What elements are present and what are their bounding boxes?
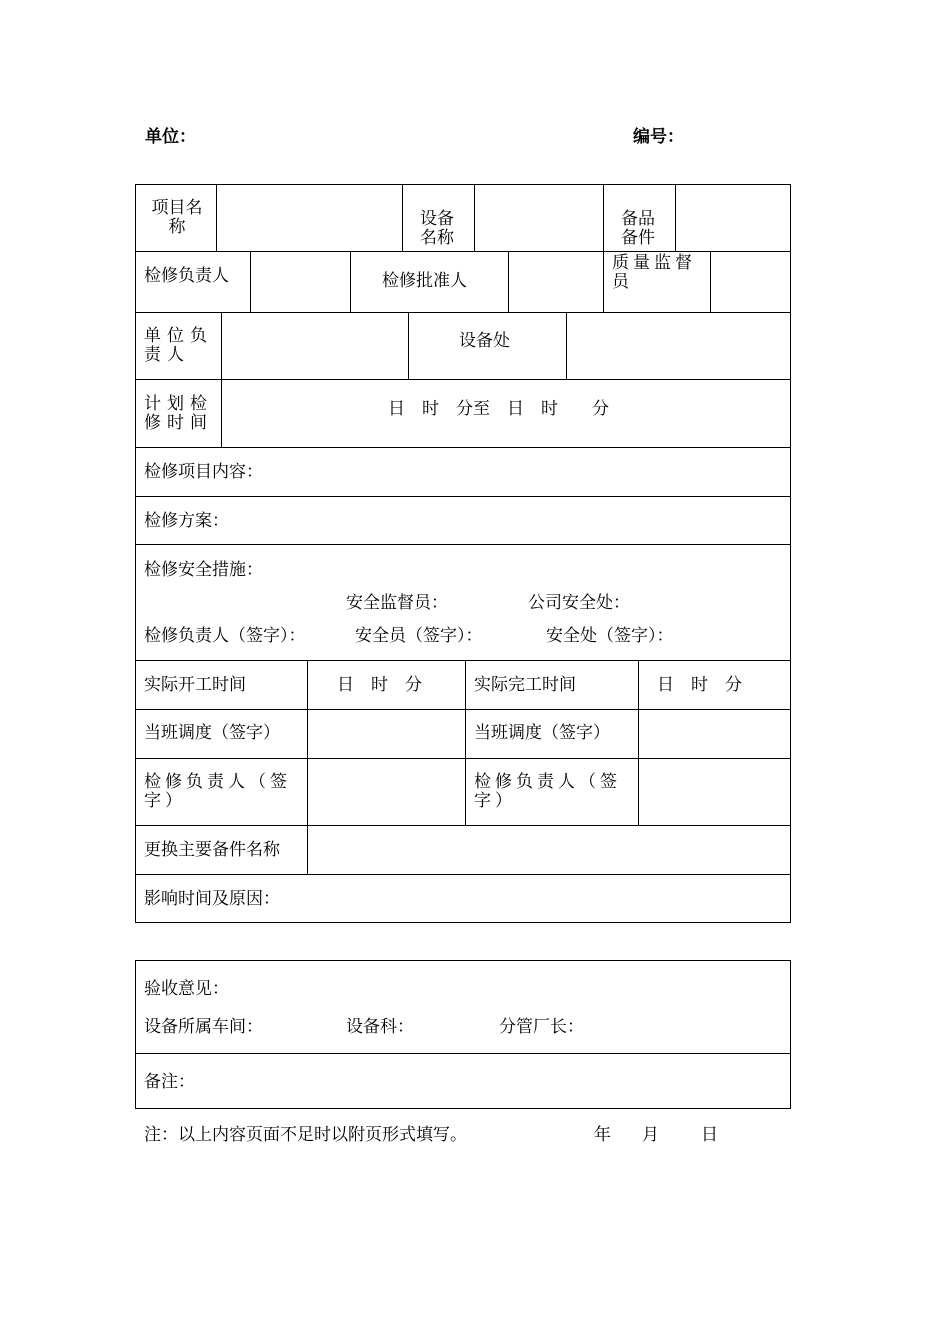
col-divider [221,312,222,447]
unit-label: 单位： [145,127,196,147]
company-safety-label: 公司安全处： [528,593,630,613]
col-divider [638,660,639,825]
row-divider [135,496,791,497]
row-divider [135,1053,791,1054]
repair-form-table [135,184,791,923]
row-divider [135,544,791,545]
row-divider [135,379,791,380]
footer-year: 年 [594,1125,611,1145]
plant-manager-label: 分管厂长： [499,1017,584,1037]
col-divider [474,184,475,251]
col-divider [603,184,604,312]
repair-leader-label: 检修负责人 [144,266,229,286]
row-divider [135,660,791,661]
row-divider [135,758,791,759]
plan-label: 检修方案： [144,511,229,531]
plan-time-template: 日 时 分至 日 时 分 [388,399,609,419]
safety-measures-label: 检修安全措施： [144,560,263,580]
safety-officer-sign-label: 安全员（签字）： [355,626,483,646]
safety-dept-sign-label: 安全处（签字）： [546,626,674,646]
impact-label: 影响时间及原因： [144,889,280,909]
repair-approver-label: 检修批准人 [382,271,467,291]
col-divider [508,251,509,312]
project-name-label: 项目名称 [151,198,203,237]
unit-leader-label: 单位负责人 [144,326,213,365]
dispatch-sign-right: 当班调度（签字） [474,723,610,743]
footer-day: 日 [701,1125,718,1145]
actual-start-time: 日 时 分 [337,675,422,695]
col-divider [675,184,676,251]
col-divider [250,251,251,312]
row-divider [135,447,791,448]
row-divider [135,312,791,313]
col-divider [566,312,567,379]
quality-supervisor-label: 质量监督员 [612,253,696,292]
replace-parts-label: 更换主要备件名称 [144,840,280,860]
leader-sign-right: 检修负责人（签字） [474,772,621,811]
safety-supervisor-label: 安全监督员： [346,593,448,613]
equipment-section-label: 设备科： [346,1017,414,1037]
remarks-label: 备注： [144,1072,195,1092]
row-divider [135,825,791,826]
content-label: 检修项目内容： [144,462,263,482]
col-divider [216,184,217,251]
footer-note: 注：以上内容页面不足时以附页形式填写。 [144,1125,467,1145]
dispatch-sign-left: 当班调度（签字） [144,723,280,743]
row-divider [135,709,791,710]
leader-sign-left: 检修负责人（签字） [144,772,291,811]
col-divider [710,251,711,312]
workshop-label: 设备所属车间： [144,1017,263,1037]
col-divider [465,660,466,825]
acceptance-opinion-label: 验收意见： [144,979,229,999]
row-divider [135,251,791,252]
plan-time-label: 计划检修时间 [144,394,213,433]
col-divider [402,184,403,251]
number-label: 编号： [633,127,684,147]
equipment-dept-label: 设备处 [459,331,510,351]
row-divider [135,874,791,875]
col-divider [350,251,351,312]
actual-end-label: 实际完工时间 [474,675,576,695]
col-divider [408,312,409,379]
actual-end-time: 日 时 分 [657,675,742,695]
leader-sign-label: 检修负责人（签字）： [144,626,306,646]
actual-start-label: 实际开工时间 [144,675,246,695]
col-divider [307,660,308,874]
equipment-name-label: 设备名称 [420,209,454,248]
footer-month: 月 [642,1125,659,1145]
spare-parts-label: 备品备件 [621,209,655,248]
